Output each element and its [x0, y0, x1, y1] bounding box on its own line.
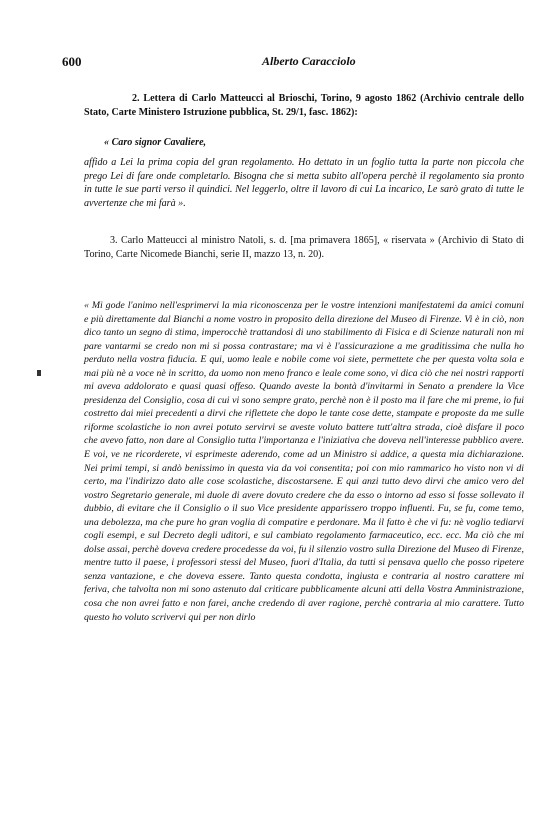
document-2-letter-body: affido a Lei la prima copia del gran regolamento. Ho dettato in un foglio tutta la parte non piccola che prego Lei di fare onde completarlo. Bisogna che si metta subito all'opera perchè il regolamento sia pronto in tutte le sue parti verso il quindici. Nel leggerlo, oltre il lavoro di cui La incarico, Le sarò grato di tutte le avvertenze che mi farà ». — [84, 157, 524, 209]
page-number: 600 — [62, 54, 82, 69]
page-header — [62, 54, 522, 72]
document-2-heading: 2. Lettera di Carlo Matteucci al Brioschi, Torino, 9 agosto 1862 (Archivio centrale dello Stato, Carte Ministero Istruzione pubblica, St. 29/1, fasc. 1862): — [84, 93, 524, 118]
running-title: Alberto Caracciolo — [262, 54, 356, 68]
document-3-letter-body: « Mi gode l'animo nell'esprimervi la mia riconoscenza per le vostre intenzioni manifestatemi da amici comuni e più direttamente dal Bianchi a nome vostro in proposito della direzione del Museo di Firenze. Vi è in ciò, non dico tanto un segno di stima, imperocchè trattandosi di uno stabilimento di Fisica e di Scienze naturali non mi pare vantarmi se credo non mi si possa contrastare; ma vi è l'assicurazione a me graditissima che nulla ho perduto nella vostra fiducia. E qui, uomo leale e nobile come voi siete, permettete che per questa volta sola e mai più nè a voce nè in scritto, da uomo non meno franco e leale come sono, vi dica ciò che nei nostri rapporti mi aveva addolorato e quasi quasi offeso. Quando aveste la bontà d'invitarmi in Senato a prendere la Vice presidenza del Consiglio, cosa di cui vi sono sempre grato, perchè non è il posto ma il fare che mi preme, io fui costretto dai miei precedenti a dirvi che riflettete che dopo le tante cose dette, stampate e proposte da me sulle riforme scolastiche io non avrei potuto servirvi se aveste voluto battere tutt'altra strada, cioè disfare il poco che avevo fatto, non dare al Consiglio tutta l'importanza e l'iniziativa che doveva nell'interesse pubblico avere. E voi, ve ne ricorderete, vi esprimeste aderendo, come ad un Ministro si addice, a questa mia dichiarazione. Nei primi tempi, si andò benissimo in questa via da voi consentita; poi con mio rammarico ho visto non vi di certo, ma l'indirizzo dato alle cose scolastiche, discostarsene. E qui anzi tutto devo dirvi che amico vero del vostro Segretario generale, mi duole di avere dovuto credere che da esso o intorno ad esso si fosse sollevato il dubbio, di evitare che il Consiglio o il suo Vice presidente apparissero troppo influenti. Fu, se fu, come temo, una debolezza, ma che pure ho gran voglia di compatire e perdonare. Ma il fatto è che vi fu: nè voglio tediarvi cogli esempi, e sul Decreto degli uditori, e sul cambiato regolamento farmaceutico, ecc. ecc. Ma ciò che mi dolse assai, perchè doveva credere procedesse da voi, fu il silenzio vostro sulla Direzione del Museo di Firenze, mentre tutto il paese, i professori stessi del Museo, fuori d'Italia, da tutti si pensava quello che posso ripetere senza vantazione, e che doveva essere. Tanto questa condotta, ingiusta e contraria al nostro carattere mi feriva, che talvolta non mi sono astenuto dal criticare pubblicamente alcuni atti della Vostra Amministrazione, cosa che non avrei fatto e non farei, anche credendo di aver ragione, perchè contraria al mio carattere. Tutto questo ho voluto scrivervi qui per non dirlo — [84, 300, 524, 623]
margin-mark — [37, 370, 41, 376]
document-3-heading: 3. Carlo Matteucci al ministro Natoli, s. d. [ma primavera 1865], « riservata » (Archivio di Stato di Torino, Carte Nicomede Bianchi, serie II, mazzo 13, n. 20). — [84, 235, 524, 260]
document-2-salutation: « Caro signor Cavaliere, — [104, 137, 207, 148]
